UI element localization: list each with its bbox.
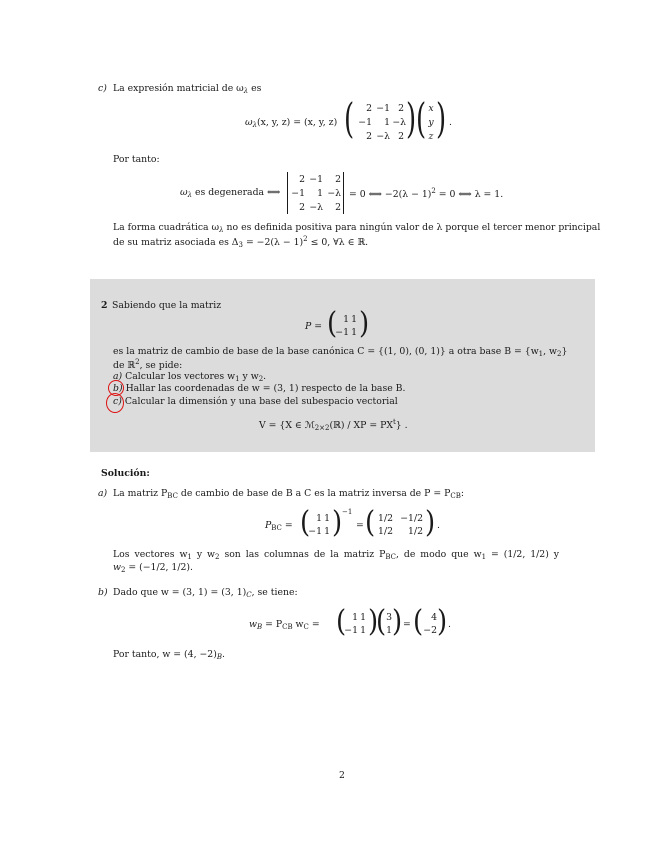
- det-cell: −1: [309, 174, 323, 185]
- matrix-p-inv-cell: 1: [324, 526, 330, 537]
- pbc-lhs: $P_{BC}$ =: [265, 520, 293, 532]
- vector-xyz-cell: x: [428, 103, 434, 114]
- inv-period: .: [437, 520, 440, 531]
- inverse-exponent: −1: [342, 508, 353, 516]
- sol-b-text: Dado que w = (3, 1) = (3, $1)_C$, se tiene:: [113, 587, 298, 599]
- matrix-p-cell: 1: [351, 314, 357, 325]
- problem-line-2: de ℝ$^2$, se pide:: [113, 358, 183, 371]
- det-cell: 2: [299, 174, 305, 185]
- matrix-a-cell: 2: [398, 103, 404, 114]
- matrix-a-cell: −λ: [376, 131, 390, 142]
- det-cell: 1: [317, 188, 323, 199]
- matrix-p-inv: ( 1 1 −1 1 ): [300, 505, 343, 541]
- problem-line-1: es la matriz de cambio de base de la base canónica C = {(1, 0), (0, 1)} a otra base $B = \{w_1$, $w_2$}: [113, 346, 568, 358]
- matrix-p-b-cell: 1: [360, 612, 366, 623]
- degenerate-rhs: = 0 ⟺ $-2(\lambda - 1)^2 = 0$ ⟺ λ = 1.: [349, 187, 504, 200]
- pbc-eq2: =: [356, 520, 364, 531]
- matrix-p: ( 1 1 −1 1 ): [327, 306, 370, 342]
- por-tanto-2: Por tanto, w = (4, $-2)_B$.: [113, 649, 225, 661]
- vector-result-cell: −2: [423, 625, 437, 636]
- vector-xyz-cell: z: [428, 131, 434, 142]
- omega-lhs: $\omega_\lambda(x$, y, z) = (x, y, z): [245, 117, 338, 129]
- item-c: c) Calcular la dimensión y una base del subespacio vectorial: [113, 396, 398, 407]
- degenerate-lhs: $\omega_\lambda$ es degenerada ⟺: [180, 187, 281, 199]
- matrix-p-cell: 1: [351, 327, 357, 338]
- vector-31-cell: 3: [386, 612, 392, 623]
- matrix-p-inv-cell: −1: [308, 526, 322, 537]
- matrix-inv-cell: 1/2: [378, 526, 393, 537]
- vector-xyz: ( x y z ): [416, 95, 447, 144]
- matrix-a-cell: 2: [398, 131, 404, 142]
- omega-period: .: [449, 117, 452, 128]
- matrix-a-cell: −1: [358, 117, 372, 128]
- det-cell: −λ: [327, 188, 341, 199]
- vec-line-2: $w_2 = (-1/2$, 1/2).: [113, 562, 193, 574]
- determinant-a: [287, 172, 345, 216]
- matrix-inv-cell: −1/2: [400, 513, 423, 524]
- vector-31-cell: 1: [386, 625, 392, 636]
- matrix-p-b-cell: 1: [352, 612, 358, 623]
- c-label: c): [98, 83, 107, 94]
- vector-result: ( 4 −2 ): [413, 604, 448, 640]
- matrix-p-b: ( 1 1 −1 1 ): [336, 604, 379, 640]
- quad-line-2: de su matriz asociada es $\Delta_3 = -2(\lambda - 1)^2 \le 0$, ∀λ ∈ ℝ.: [113, 235, 369, 249]
- wb-lhs: $w_B = P_{CB}$ $w_C$ =: [249, 619, 320, 631]
- vec-line-1: Los vectores $w_1$ y $w_2$ son las columnas de la matriz $P_{BC}$, de modo que $w_1 = (1/2$, 1/2) y: [113, 549, 560, 561]
- det-cell: 2: [299, 202, 305, 213]
- v-definition: V = {X ∈ ℳ$_{2\times 2}$(ℝ) / XP = $PX^t$} .: [259, 418, 408, 432]
- matrix-inv-cell: 1/2: [408, 526, 423, 537]
- vector-result-cell: 4: [431, 612, 437, 623]
- matrix-p-inv-cell: 1: [324, 513, 330, 524]
- por-tanto-1: Por tanto:: [113, 154, 160, 165]
- wb-eq: =: [403, 619, 411, 630]
- det-cell: −λ: [309, 202, 323, 213]
- matrix-a-cell: 2: [366, 103, 372, 114]
- matrix-p-cell: −1: [335, 327, 349, 338]
- matrix-a-cell: −λ: [392, 117, 406, 128]
- matrix-p-b-cell: −1: [344, 625, 358, 636]
- p-lhs: P =: [305, 321, 323, 332]
- matrix-a-cell: 2: [366, 131, 372, 142]
- vector-xyz-cell: y: [428, 117, 434, 128]
- sol-a-text: La matriz $P_{BC}$ de cambio de base de B a C es la matriz inversa de $P = P_{CB}$:: [113, 488, 464, 500]
- problem-intro: Sabiendo que la matriz: [112, 300, 222, 311]
- solucion-heading: Solución:: [101, 468, 150, 479]
- problem-number: 2: [101, 300, 108, 311]
- matrix-p-inv-cell: 1: [316, 513, 322, 524]
- det-cell: −1: [291, 188, 305, 199]
- det-cell: 2: [335, 202, 341, 213]
- matrix-inverse-result: ( 1/2 −1/2 1/2 1/2 ): [365, 505, 436, 541]
- quad-line-1: La forma cuadrática $\omega_\lambda$ no es definida positiva para ningún valor de λ porque el tercer menor principal: [113, 222, 601, 234]
- vector-31: ( 3 1 ): [376, 604, 403, 640]
- matrix-a-cell: 1: [384, 117, 390, 128]
- sol-a-label: a): [98, 488, 108, 499]
- matrix-p-cell: 1: [343, 314, 349, 325]
- page-number: 2: [339, 770, 345, 781]
- det-cell: 2: [335, 174, 341, 185]
- item-b: b) Hallar las coordenadas de w = (3, 1) respecto de la base B.: [113, 383, 406, 394]
- wb-period: .: [448, 619, 451, 630]
- matrix-inv-cell: 1/2: [378, 513, 393, 524]
- matrix-p-b-cell: 1: [360, 625, 366, 636]
- item-a: a) Calcular los vectores $w_1$ y $w_2$.: [113, 371, 267, 383]
- sol-b-label: b): [98, 587, 108, 598]
- matrix-a-cell: −1: [376, 103, 390, 114]
- matrix-a: ( 2 −1 2 −1 1 −λ 2 −λ 2 ): [344, 95, 417, 144]
- c-intro: La expresión matricial de $\omega_\lambda$ es: [113, 83, 262, 95]
- highlight-circle-c: [106, 393, 124, 413]
